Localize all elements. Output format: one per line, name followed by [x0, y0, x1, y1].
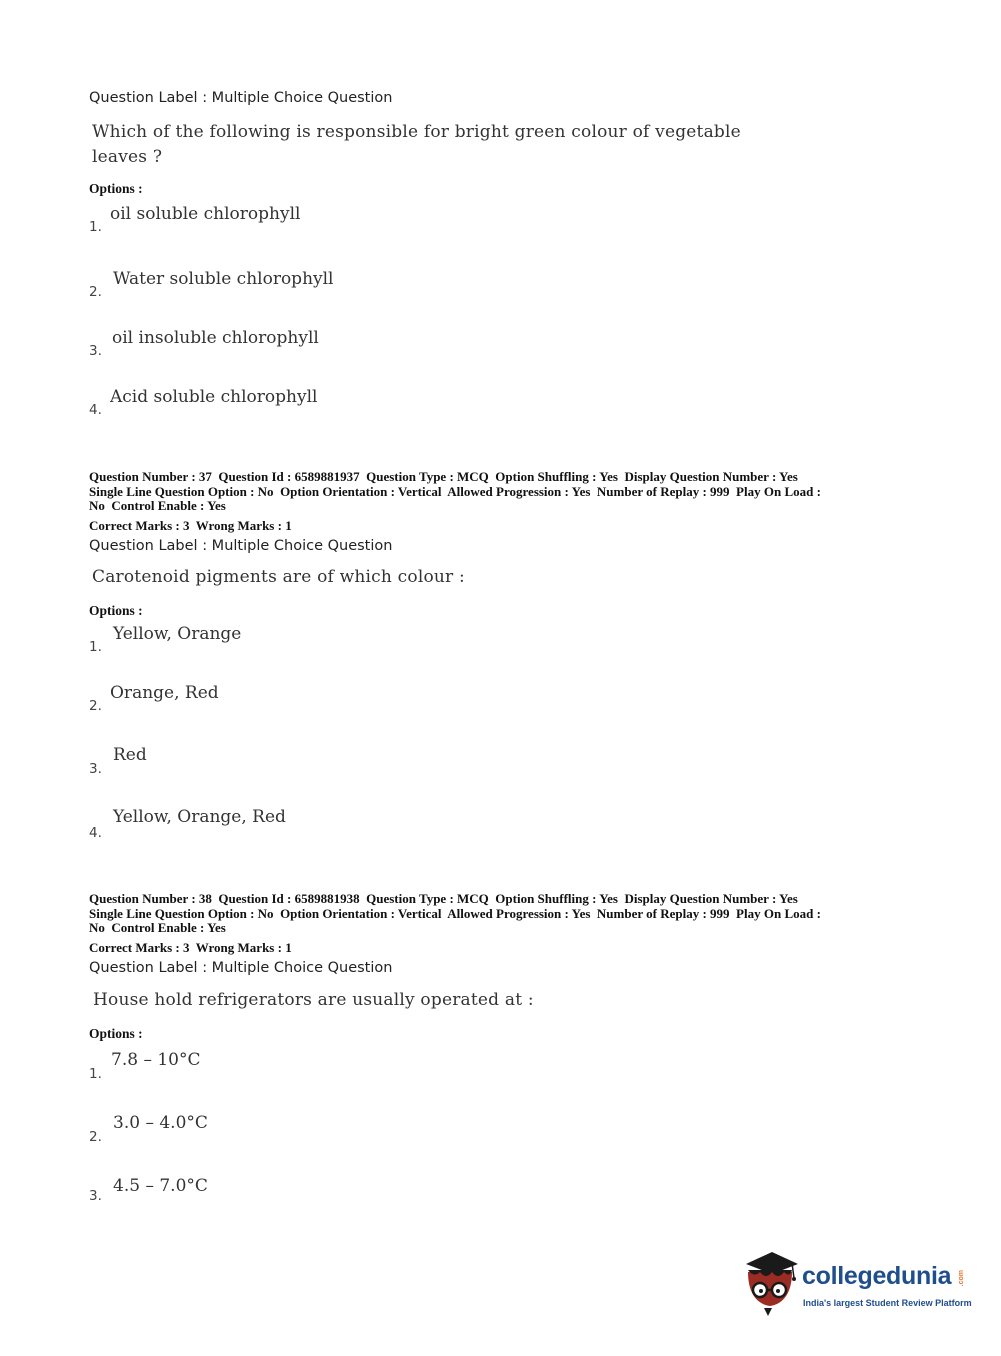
question-id: Question Id : 6589881937 [218, 469, 360, 484]
allowed-progression: Allowed Progression : Yes [447, 483, 591, 499]
q36-options-heading: Options : [89, 181, 143, 196]
option-shuffling: Option Shuffling : Yes [495, 891, 618, 906]
logo-tagline: India's largest Student Review Platform [803, 1298, 972, 1308]
question-number: Question Number : 37 [89, 469, 212, 484]
q36-question-label: Question Label : Multiple Choice Question [89, 90, 393, 106]
option-number: 1. [89, 219, 102, 235]
option-text: Acid soluble chlorophyll [110, 387, 318, 407]
option-text: Water soluble chlorophyll [113, 269, 334, 289]
option-text: Orange, Red [110, 683, 219, 703]
number-of-replay: Number of Replay : 999 [596, 905, 730, 921]
play-on-load-value: No [89, 498, 105, 513]
q37-question-label: Question Label : Multiple Choice Question [89, 538, 393, 554]
wrong-marks: Wrong Marks : 1 [195, 517, 292, 533]
q37-metadata [89, 470, 919, 533]
play-on-load: Play On Load : [736, 905, 821, 921]
option-number: 3. [89, 761, 102, 777]
wrong-marks: Wrong Marks : 1 [195, 939, 292, 955]
option-number: 4. [89, 402, 102, 418]
correct-marks: Correct Marks : 3 [89, 939, 190, 955]
single-line-option: Single Line Question Option : No [89, 905, 274, 921]
option-text: 3.0 – 4.0°C [113, 1113, 208, 1133]
correct-marks: Correct Marks : 3 [89, 517, 190, 533]
number-of-replay: Number of Replay : 999 [596, 483, 730, 499]
collegedunia-logo[interactable] [742, 1248, 972, 1318]
option-text: 7.8 – 10°C [111, 1050, 201, 1070]
single-line-option: Single Line Question Option : No [89, 483, 274, 499]
mascot-icon [742, 1248, 800, 1318]
option-text: Yellow, Orange, Red [113, 807, 286, 827]
display-question-number: Display Question Number : Yes [624, 891, 798, 906]
option-number: 1. [89, 1066, 102, 1082]
q38-question-label: Question Label : Multiple Choice Question [89, 960, 393, 976]
option-shuffling: Option Shuffling : Yes [495, 469, 618, 484]
option-orientation: Option Orientation : Vertical [280, 905, 442, 921]
q38-options-heading: Options : [89, 1026, 143, 1041]
option-number: 2. [89, 1129, 102, 1145]
q38-metadata [89, 892, 919, 955]
question-type: Question Type : MCQ [366, 891, 489, 906]
option-text: oil soluble chlorophyll [110, 204, 301, 224]
option-number: 2. [89, 698, 102, 714]
play-on-load: Play On Load : [736, 483, 821, 499]
option-number: 1. [89, 639, 102, 655]
logo-brand-text: collegedunia [802, 1262, 952, 1290]
option-orientation: Option Orientation : Vertical [280, 483, 442, 499]
q38-question-text: House hold refrigerators are usually operated at : [93, 990, 534, 1010]
question-type: Question Type : MCQ [366, 469, 489, 484]
q36-question-text-line1: Which of the following is responsible for bright green colour of vegetable [92, 122, 741, 142]
play-on-load-value: No [89, 920, 105, 935]
option-text: 4.5 – 7.0°C [113, 1176, 208, 1196]
option-number: 4. [89, 825, 102, 841]
option-number: 2. [89, 284, 102, 300]
q37-question-text: Carotenoid pigments are of which colour : [92, 567, 465, 587]
option-number: 3. [89, 1188, 102, 1204]
option-text: oil insoluble chlorophyll [112, 328, 319, 348]
control-enable: Control Enable : Yes [111, 498, 226, 513]
option-number: 3. [89, 343, 102, 359]
option-text: Yellow, Orange [113, 624, 242, 644]
display-question-number: Display Question Number : Yes [624, 469, 798, 484]
logo-domain-suffix: .com [958, 1270, 965, 1287]
q36-question-text-line2: leaves ? [92, 147, 163, 167]
q36-question-text [92, 120, 741, 170]
question-number: Question Number : 38 [89, 891, 212, 906]
allowed-progression: Allowed Progression : Yes [447, 905, 591, 921]
q37-options-heading: Options : [89, 603, 143, 618]
option-text: Red [113, 745, 147, 765]
control-enable: Control Enable : Yes [111, 920, 226, 935]
question-id: Question Id : 6589881938 [218, 891, 360, 906]
